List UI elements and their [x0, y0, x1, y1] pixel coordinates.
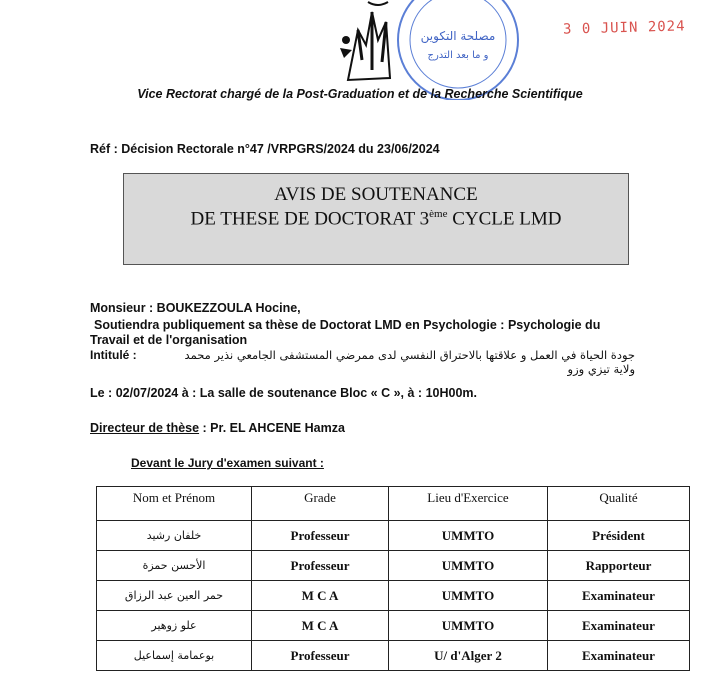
table-row	[97, 641, 690, 671]
jury-member-name: حمر العين عبد الرزاق	[97, 581, 252, 611]
jury-member-qualite: Examinateur	[548, 641, 690, 671]
jury-member-name: خلفان رشيد	[97, 521, 252, 551]
jury-member-name: بوعمامة إسماعيل	[97, 641, 252, 671]
table-row	[97, 521, 690, 551]
stamp-text-line2: و ما بعد التدرج	[427, 50, 489, 61]
candidate-name: Monsieur : BOUKEZZOULA Hocine,	[90, 301, 301, 315]
director-label: Directeur de thèse	[90, 421, 200, 435]
jury-table-header	[97, 487, 690, 521]
table-row	[97, 581, 690, 611]
jury-member-grade: Professeur	[252, 551, 389, 581]
jury-member-lieu: UMMTO	[389, 611, 548, 641]
vice-rectorat-heading: Vice Rectorat chargé de la Post-Graduation et de la Recherche Scientifique	[137, 87, 583, 101]
title-line-2-end: CYCLE LMD	[447, 208, 562, 230]
table-row	[97, 551, 690, 581]
jury-member-grade: M C A	[252, 581, 389, 611]
jury-member-qualite: Examinateur	[548, 581, 690, 611]
date-stamp: 3 0 JUIN 2024	[562, 18, 686, 38]
thesis-title-arabic: جودة الحياة في العمل و علاقتها بالاحتراق النفسي لدى ممرضي المستشفى الجامعي نذير محمد ولاية تيزي وزو	[184, 348, 635, 376]
intitule-label: Intitulé :	[90, 348, 137, 362]
jury-member-grade: M C A	[252, 611, 389, 641]
jury-member-name: الأحسن حمزة	[97, 551, 252, 581]
defense-date-location: Le : 02/07/2024 à : La salle de soutenance Bloc « C », à : 10H00m.	[90, 386, 477, 400]
jury-member-qualite: Président	[548, 521, 690, 551]
jury-member-name: علو زوهير	[97, 611, 252, 641]
header-qualite: Qualité	[548, 487, 690, 521]
title-box	[123, 173, 629, 265]
jury-heading: Devant le Jury d'examen suivant :	[131, 456, 324, 470]
jury-member-lieu: U/ d'Alger 2	[389, 641, 548, 671]
header-name: Nom et Prénom	[97, 487, 252, 521]
table-row	[97, 611, 690, 641]
jury-member-qualite: Examinateur	[548, 611, 690, 641]
thesis-director	[90, 421, 345, 435]
director-name: : Pr. EL AHCENE Hamza	[199, 421, 345, 435]
jury-table	[96, 486, 690, 671]
jury-member-grade: Professeur	[252, 521, 389, 551]
jury-member-grade: Professeur	[252, 641, 389, 671]
jury-member-lieu: UMMTO	[389, 551, 548, 581]
title-line-2-main: DE THESE DE DOCTORAT 3	[190, 208, 430, 230]
jury-member-lieu: UMMTO	[389, 521, 548, 551]
decision-reference: Réf : Décision Rectorale n°47 /VRPGRS/2024 du 23/06/2024	[90, 142, 440, 156]
title-line-1: AVIS DE SOUTENANCE	[274, 184, 478, 205]
stamp-text-line1: مصلحة التكوين	[420, 29, 496, 43]
thesis-announcement: Soutiendra publiquement sa thèse de Doctorat LMD en Psychologie : Psychologie du Travail et de l'organisation	[90, 318, 601, 347]
header-grade: Grade	[252, 487, 389, 521]
jury-member-qualite: Rapporteur	[548, 551, 690, 581]
title-line-2	[124, 208, 628, 230]
header-lieu: Lieu d'Exercice	[389, 487, 548, 521]
jury-member-lieu: UMMTO	[389, 581, 548, 611]
title-superscript: ème	[429, 208, 448, 220]
official-stamp	[388, 0, 528, 100]
